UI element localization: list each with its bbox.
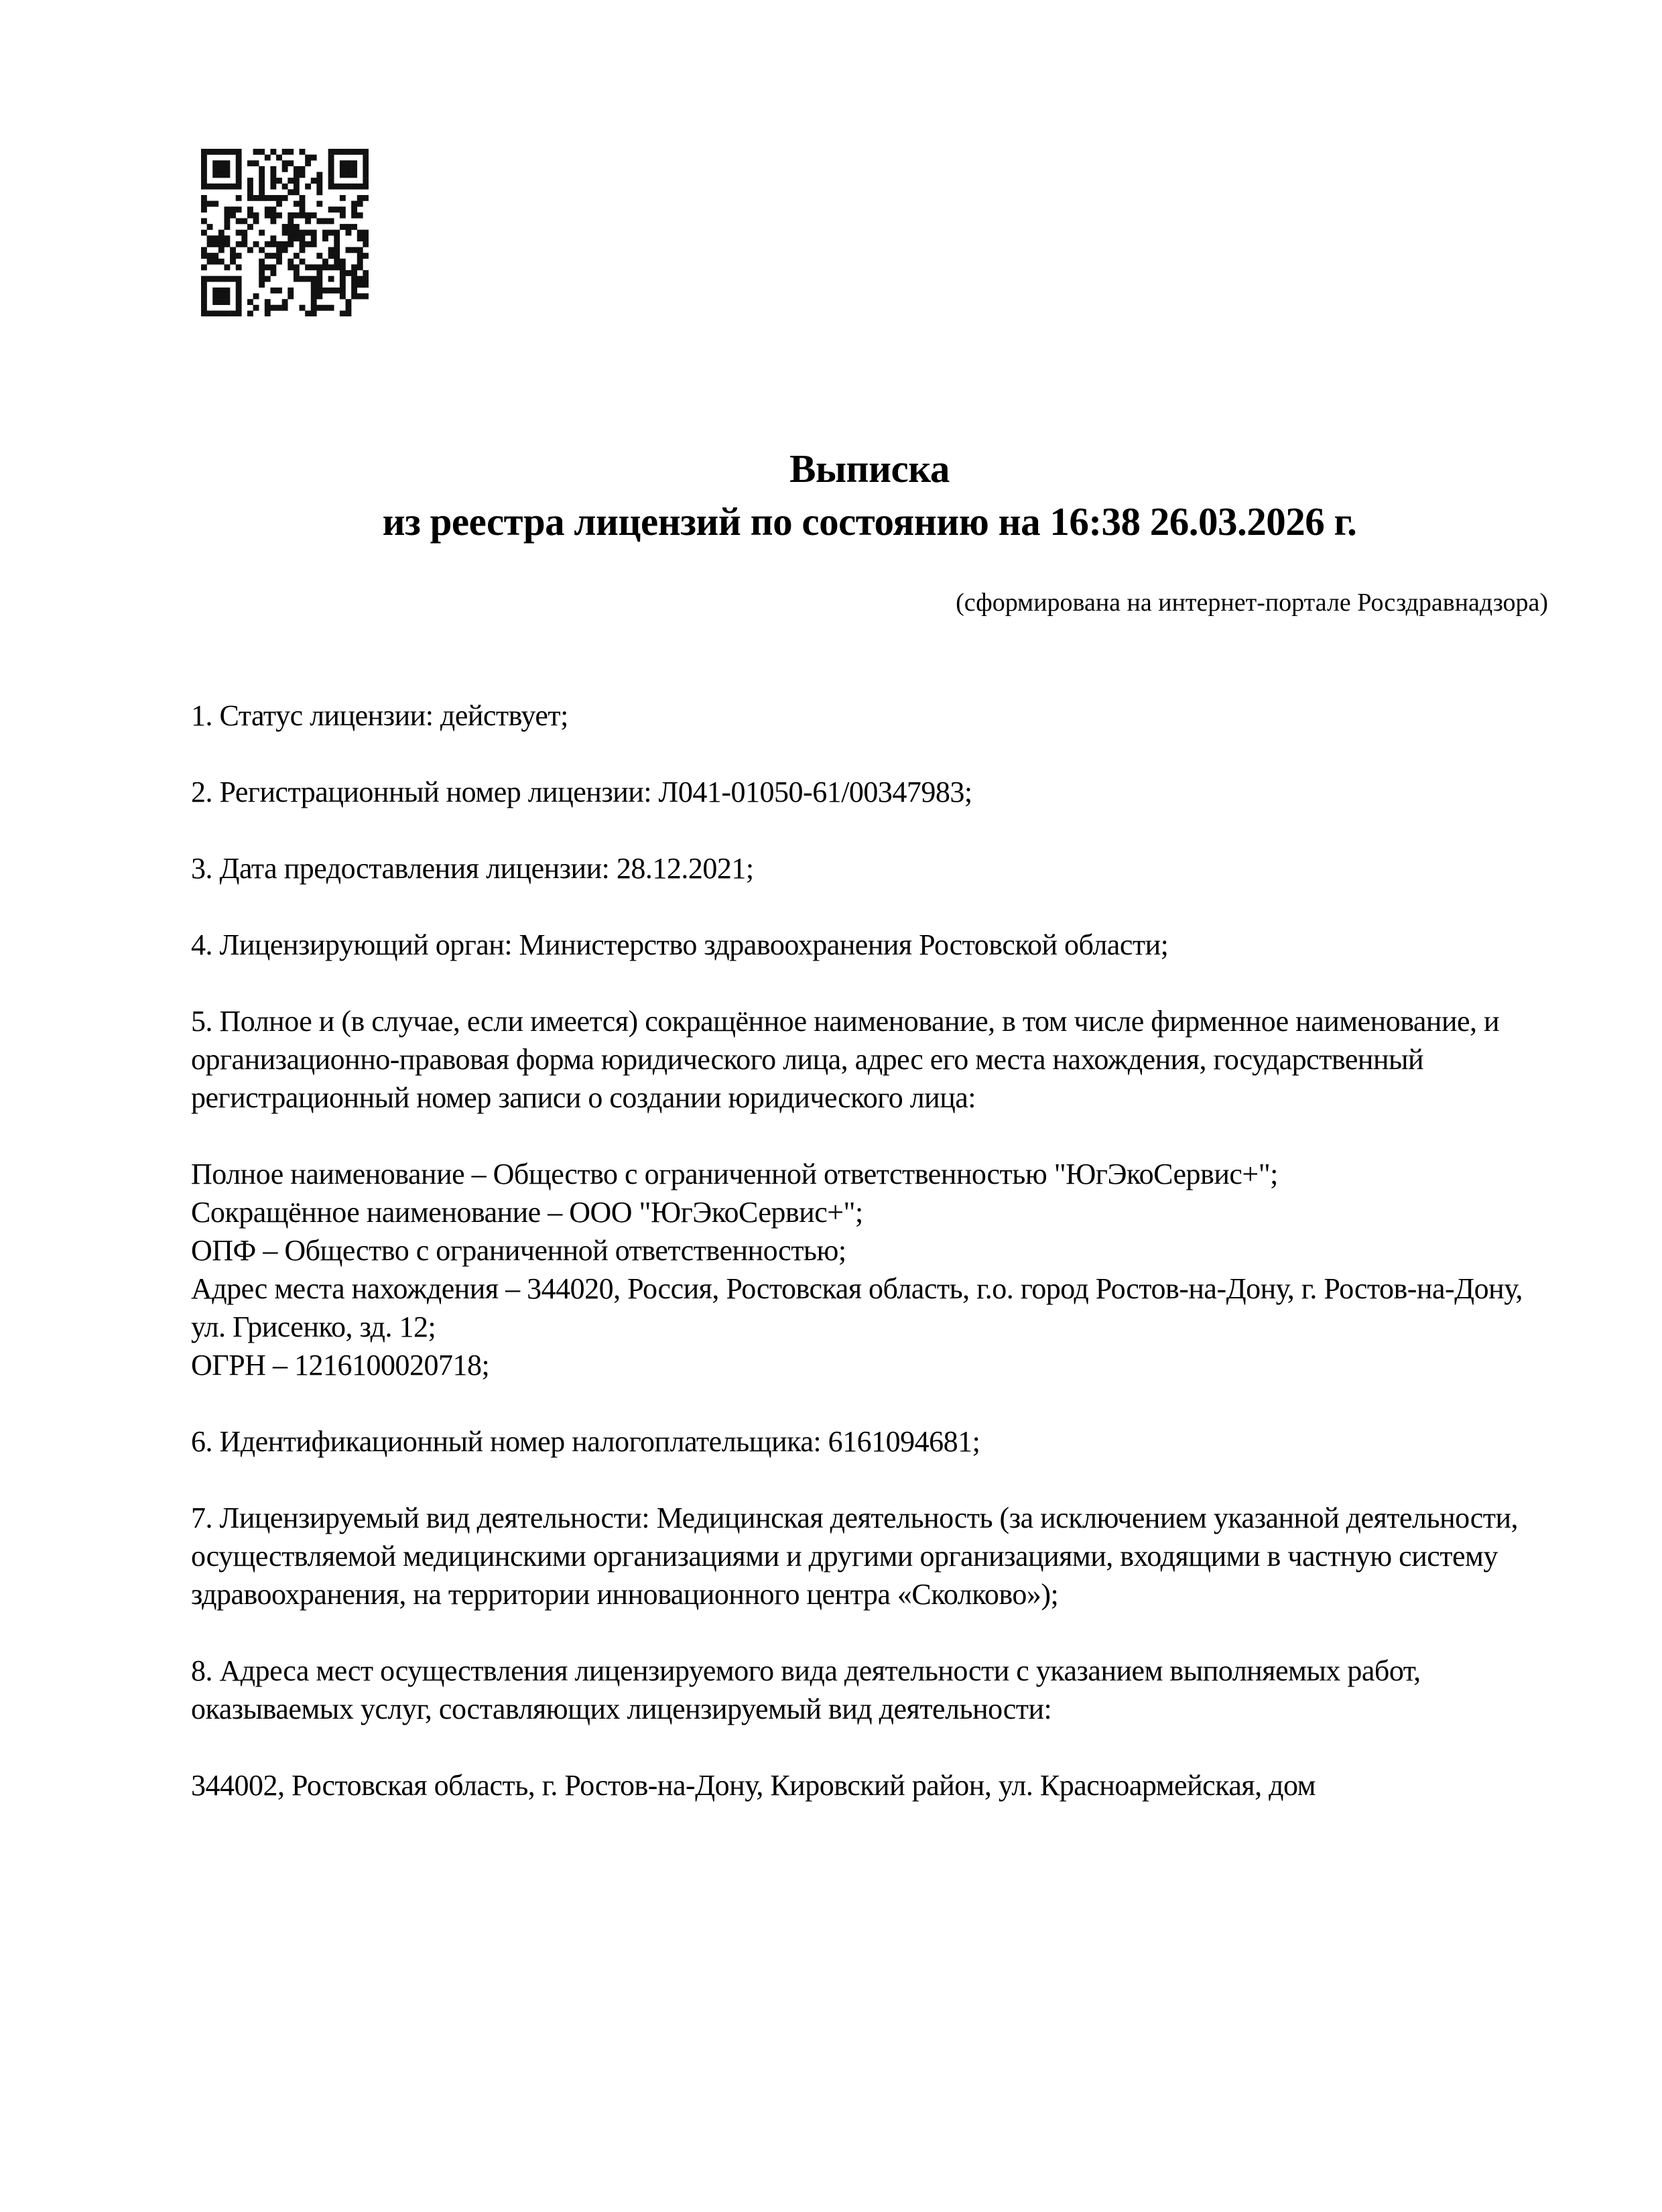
paragraph: [191, 1155, 1548, 1384]
paragraph: [191, 1002, 1548, 1117]
paragraph-line: 344002, Ростовская область, г. Ростов-на-Дону, Кировский район, ул. Красноармейская, дом: [191, 1769, 1316, 1802]
paragraph-line: 4. Лицензирующий орган: Министерство здравоохранения Ростовской области;: [191, 928, 1169, 961]
paragraph-line: 5. Полное и (в случае, если имеется) сокращённое наименование, в том числе фирменное наименование, и организационно-правовая форма юридического лица, адрес его места нахождения, государственный регистрационный номер записи о создании юридического лица:: [191, 1005, 1500, 1114]
paragraph: [191, 1652, 1548, 1728]
paragraph-line: Полное наименование – Общество с ограниченной ответственностью "ЮгЭкоСервис+";: [191, 1158, 1278, 1190]
paragraph-line: 2. Регистрационный номер лицензии: Л041-01050-61/00347983;: [191, 776, 972, 808]
paragraph-line: Сокращённое наименование – ООО "ЮгЭкоСервис+";: [191, 1196, 863, 1229]
document-paragraphs: [191, 696, 1548, 1804]
document-title-line2: из реестра лицензий по состоянию на 16:38 26.03.2026 г.: [382, 499, 1357, 544]
document-title: [191, 442, 1548, 548]
paragraph: [191, 696, 1548, 735]
paragraph: [191, 849, 1548, 887]
document-content: [191, 442, 1548, 1843]
paragraph-line: 3. Дата предоставления лицензии: 28.12.2021;: [191, 852, 754, 885]
qr-code: [201, 149, 369, 316]
paragraph-line: 6. Идентификационный номер налогоплательщика: 6161094681;: [191, 1425, 980, 1458]
paragraph: [191, 1766, 1548, 1804]
paragraph: [191, 773, 1548, 811]
paragraph: [191, 926, 1548, 964]
document-subtitle: (сформирована на интернет-портале Росздравнадзора): [956, 589, 1548, 617]
document-title-line1: Выписка: [789, 446, 950, 491]
paragraph: [191, 1499, 1548, 1613]
paragraph-line: 8. Адреса мест осуществления лицензируемого вида деятельности с указанием выполняемых работ, оказываемых услуг, составляющих лицензируемый вид деятельности:: [191, 1654, 1421, 1725]
paragraph-line: 7. Лицензируемый вид деятельности: Медицинская деятельность (за исключением указанной деятельности, осуществляемой медицинскими организациями и другими организациями, входящими в частную систему здравоохранения, на территории инновационного центра «Сколково»);: [191, 1501, 1519, 1611]
paragraph-line: 1. Статус лицензии: действует;: [191, 699, 568, 732]
paragraph-line: Адрес места нахождения – 344020, Россия, Ростовская область, г.о. город Ростов-на-Дону, г. Ростов-на-Дону, ул. Грисенко, зд. 12;: [191, 1272, 1523, 1343]
paragraph: [191, 1422, 1548, 1461]
paragraph-line: ОПФ – Общество с ограниченной ответственностью;: [191, 1234, 846, 1267]
paragraph-line: ОГРН – 1216100020718;: [191, 1349, 490, 1381]
